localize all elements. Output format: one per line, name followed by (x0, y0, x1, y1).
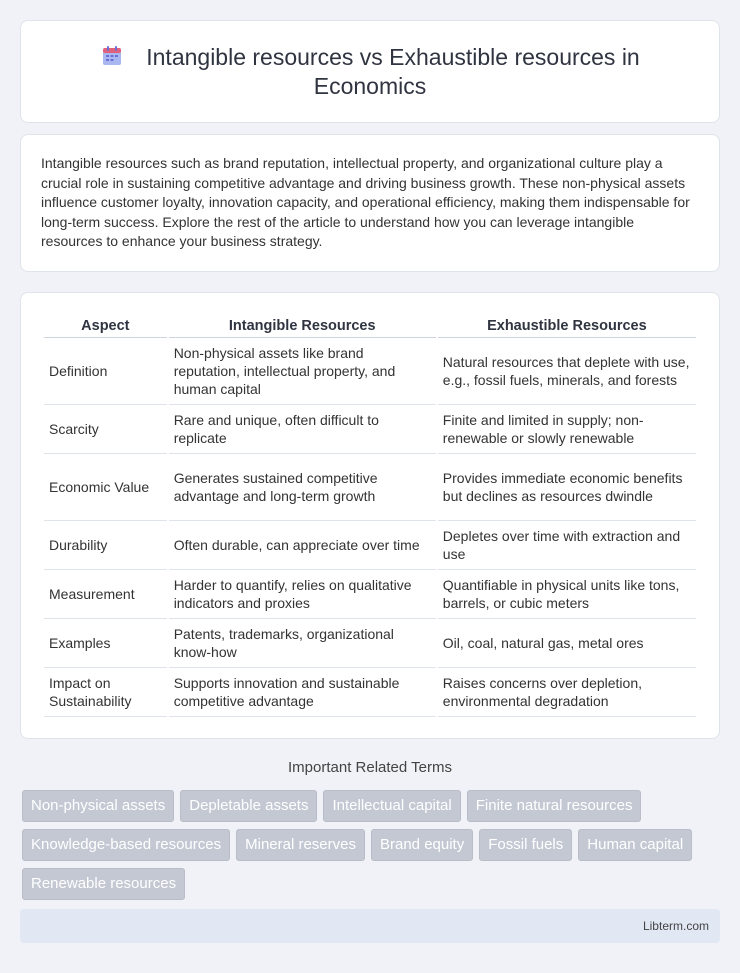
table-cell: Oil, coal, natural gas, metal ores (438, 619, 696, 668)
table-cell: Finite and limited in supply; non-renewable or slowly renewable (438, 405, 696, 454)
footer-site-link[interactable]: Libterm.com (642, 919, 709, 933)
table-row (44, 570, 696, 619)
comparison-table-card (20, 292, 720, 739)
table-row (44, 521, 696, 570)
table-cell: Impact on Sustainability (44, 668, 167, 717)
table-cell: Examples (44, 619, 167, 668)
table-cell: Generates sustained competitive advantage and long-term growth (169, 454, 436, 521)
footer (20, 909, 720, 943)
tag-fossil-fuels[interactable]: Fossil fuels (479, 829, 572, 861)
table-cell: Natural resources that deplete with use, e.g., fossil fuels, minerals, and forests (438, 338, 696, 405)
table-cell: Raises concerns over depletion, environmental degradation (438, 668, 696, 717)
page-title (61, 43, 679, 101)
table-cell: Economic Value (44, 454, 167, 521)
table-row (44, 454, 696, 521)
tag-brand-equity[interactable]: Brand equity (371, 829, 473, 861)
intro-card (20, 134, 720, 272)
table-row (44, 619, 696, 668)
table-row (44, 405, 696, 454)
table-cell: Supports innovation and sustainable competitive advantage (169, 668, 436, 717)
calendar-icon (100, 44, 124, 68)
table-cell: Harder to quantify, relies on qualitative indicators and proxies (169, 570, 436, 619)
related-terms-tags (22, 790, 712, 900)
header-intangible: Intangible Resources (169, 314, 436, 338)
header-aspect: Aspect (44, 314, 167, 338)
table-cell: Measurement (44, 570, 167, 619)
table-cell: Depletes over time with extraction and use (438, 521, 696, 570)
comparison-table (42, 314, 698, 717)
table-cell: Provides immediate economic benefits but declines as resources dwindle (438, 454, 696, 521)
intro-paragraph: Intangible resources such as brand reputation, intellectual property, and organizational culture play a crucial role in sustaining competitive advantage and driving business growth. These non-physical assets influence customer loyalty, innovation capacity, and operational efficiency, making them indispensable for long-term success. Explore the rest of the article to understand how you can leverage intangible resources to enhance your business strategy. (41, 155, 690, 250)
tag-depletable-assets[interactable]: Depletable assets (180, 790, 317, 822)
page-title-text: Intangible resources vs Exhaustible resources in Economics (146, 43, 640, 99)
table-row (44, 668, 696, 717)
table-cell: Non-physical assets like brand reputation, intellectual property, and human capital (169, 338, 436, 405)
tag-intellectual-capital[interactable]: Intellectual capital (323, 790, 460, 822)
table-cell: Quantifiable in physical units like tons, barrels, or cubic meters (438, 570, 696, 619)
table-cell: Rare and unique, often difficult to replicate (169, 405, 436, 454)
tag-knowledge-based-resources[interactable]: Knowledge-based resources (22, 829, 230, 861)
tag-renewable-resources[interactable]: Renewable resources (22, 868, 185, 900)
tag-human-capital[interactable]: Human capital (578, 829, 692, 861)
table-cell: Definition (44, 338, 167, 405)
tag-non-physical-assets[interactable]: Non-physical assets (22, 790, 174, 822)
table-cell: Scarcity (44, 405, 167, 454)
header-exhaustible: Exhaustible Resources (438, 314, 696, 338)
related-terms-title: Important Related Terms (288, 759, 452, 776)
table-cell: Patents, trademarks, organizational know-how (169, 619, 436, 668)
related-terms-section (0, 759, 740, 791)
tag-mineral-reserves[interactable]: Mineral reserves (236, 829, 365, 861)
header-card (20, 20, 720, 123)
table-cell: Durability (44, 521, 167, 570)
tag-finite-natural-resources[interactable]: Finite natural resources (467, 790, 642, 822)
table-row (44, 338, 696, 405)
table-cell: Often durable, can appreciate over time (169, 521, 436, 570)
table-header-row (44, 314, 696, 338)
